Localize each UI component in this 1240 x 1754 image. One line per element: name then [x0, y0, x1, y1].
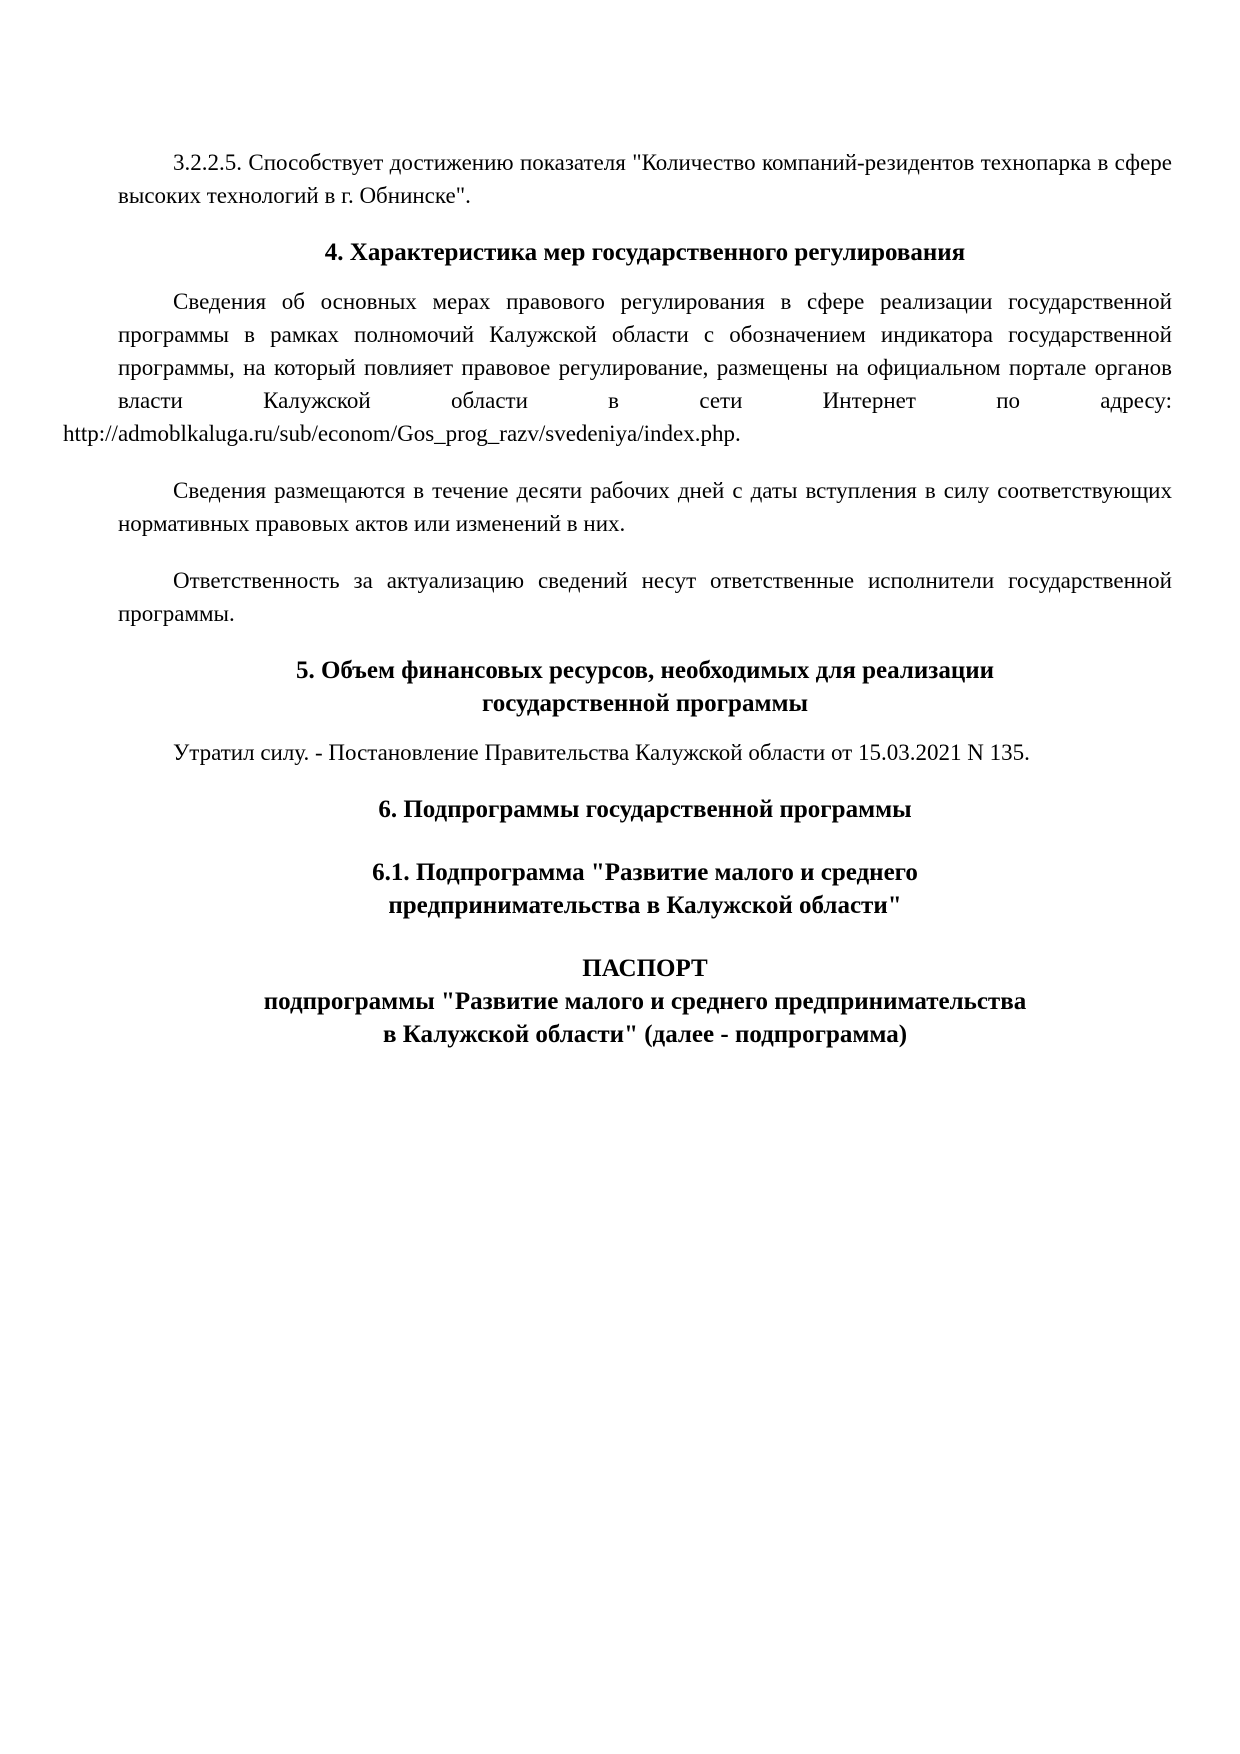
section-5-heading-line-2: государственной программы — [481, 690, 809, 717]
subsection-6-1-heading-line-1: 6.1. Подпрограмма "Развитие малого и среднего — [372, 859, 918, 886]
passport-subtitle-line-1: подпрограммы "Развитие малого и среднего предпринимательства — [263, 988, 1027, 1015]
document-body — [63, 146, 1172, 1051]
section-4-paragraph-2: Сведения размещаются в течение десяти рабочих дней с даты вступления в силу соответствующих нормативных правовых актов или изменений в них. — [118, 478, 1172, 536]
section-4-heading: 4. Характеристика мер государственного регулирования — [324, 239, 966, 266]
section-4-paragraph-1 — [63, 285, 1172, 450]
section-5-heading — [118, 654, 1172, 720]
section-5-heading-line-1: 5. Объем финансовых ресурсов, необходимых для реализации — [295, 657, 995, 684]
portal-url-link[interactable]: http://admoblkaluga.ru/sub/econom/Gos_prog_razv/svedeniya/index.php. — [63, 421, 741, 446]
section-5-repealed-note: Утратил силу. - Постановление Правительства Калужской области от 15.03.2021 N 135. — [173, 740, 1030, 765]
section-4-paragraph-3: Ответственность за актуализацию сведений несут ответственные исполнители государственной программы. — [118, 568, 1172, 626]
paragraph-3-2-2-5: 3.2.2.5. Способствует достижению показателя "Количество компаний-резидентов технопарка в сфере высоких технологий в г. Обнинске". — [118, 150, 1172, 208]
subsection-6-1-heading-line-2: предпринимательства в Калужской области" — [388, 892, 902, 919]
section-4-paragraph-1-text: Сведения об основных мерах правового регулирования в сфере реализации государственной программы в рамках полномочий Калужской области с обозначением индикатора государственной программы, на который повлияет правовое регулирование, размещены на официальном портале органов власти Калужской области в сети Интернет по адресу: — [118, 289, 1172, 413]
passport-subtitle-line-2: в Калужской области" (далее - подпрограмма) — [382, 1021, 908, 1048]
section-6-heading: 6. Подпрограммы государственной программы — [378, 796, 912, 823]
subsection-6-1-heading — [118, 856, 1172, 922]
passport-heading — [118, 952, 1172, 1051]
passport-title: ПАСПОРТ — [582, 955, 708, 982]
